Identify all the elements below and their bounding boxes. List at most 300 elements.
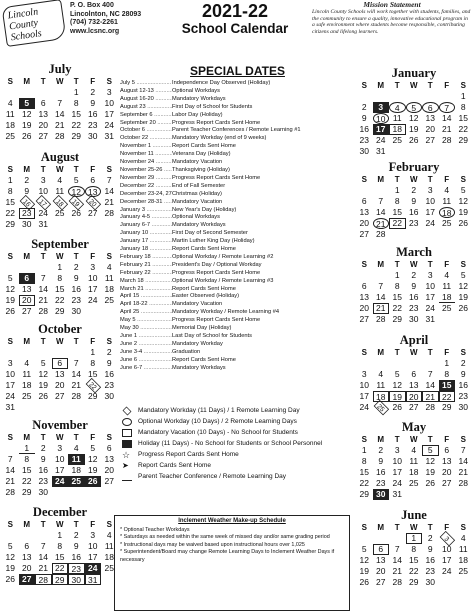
day-cell: 18 — [458, 555, 468, 565]
special-date-row — [120, 167, 350, 175]
day-cell: 30 — [71, 306, 81, 316]
week-row — [356, 281, 472, 292]
day-cell: 10 — [38, 186, 48, 196]
day-cell: 8 — [57, 541, 63, 551]
star-legend-icon: ☆ — [122, 449, 131, 460]
special-event: End of Fall Semester — [172, 182, 226, 189]
weekday-label: T — [427, 435, 433, 444]
weekday-label: T — [40, 77, 46, 86]
month-name: April — [399, 333, 429, 347]
day-cell: 15 — [359, 467, 369, 477]
day-cell: 1 — [57, 530, 63, 540]
day-cell: 13 — [38, 109, 48, 119]
day-cell: 11 — [104, 541, 114, 551]
weekday-label: M — [377, 435, 385, 444]
contact-line: Lincolnton, NC 28093 — [70, 10, 142, 18]
day-cell: 22 — [439, 391, 456, 402]
special-date-row — [120, 112, 350, 120]
day-cell: 22 — [359, 478, 369, 488]
day-cell — [439, 146, 456, 157]
day-cell: 8 — [7, 186, 13, 196]
day-cell — [35, 530, 52, 541]
day-cell: 9 — [73, 541, 79, 551]
day-cell: 24 — [85, 563, 102, 574]
legend-item — [120, 471, 350, 482]
month-name: May — [401, 420, 427, 434]
und-legend-icon — [122, 473, 132, 481]
day-cell: 7 — [73, 358, 79, 368]
day-cell: 1 — [460, 91, 466, 101]
weekday-label: T — [73, 77, 79, 86]
week-row — [2, 454, 118, 465]
week-row — [356, 124, 472, 135]
weekday-label: T — [394, 523, 400, 532]
week-row — [356, 391, 472, 402]
week-row — [356, 369, 472, 380]
day-cell: 23 — [88, 120, 98, 130]
day-cell: 19 — [22, 120, 32, 130]
day-cell: 25 — [5, 131, 15, 141]
day-cell: 9 — [40, 454, 46, 464]
special-date-row — [120, 270, 350, 278]
weekday-header — [356, 174, 472, 185]
day-cell: 13 — [359, 292, 369, 302]
special-date-row — [120, 127, 350, 135]
day-cell — [356, 185, 373, 196]
day-cell: 13 — [442, 456, 452, 466]
day-cell: 29 — [52, 574, 69, 585]
day-cell: 17 — [373, 124, 390, 135]
day-cell — [455, 314, 472, 325]
day-cell — [101, 487, 118, 498]
weather-item: * Saturdays as needed within the same week of missed day and/or same grading period — [120, 534, 330, 541]
month-nov — [2, 418, 118, 498]
legend-item — [120, 438, 350, 449]
weekday-header — [2, 519, 118, 530]
day-cell: 26 — [85, 476, 102, 487]
day-cell: 7 — [394, 544, 400, 554]
weekday-label: F — [90, 337, 96, 346]
month-name: January — [391, 66, 437, 80]
special-date-row — [120, 333, 350, 341]
weekday-header — [2, 432, 118, 443]
day-cell: 11 — [68, 454, 85, 465]
special-event: Labor Day (Holiday) — [172, 111, 223, 118]
special-date: December 22 ..... — [120, 183, 172, 191]
day-cell — [35, 262, 52, 273]
day-cell — [2, 262, 19, 273]
week-row — [356, 229, 472, 240]
weekday-label: M — [377, 175, 385, 184]
day-cell: 4 — [24, 358, 30, 368]
weekday-label: F — [444, 81, 450, 90]
weekday-label: F — [444, 348, 450, 357]
special-event: Parent Teacher Conferences / Remote Learning #1 — [172, 127, 301, 134]
day-cell: 27 — [22, 306, 32, 316]
day-cell: 8 — [394, 196, 400, 206]
day-cell: 30 — [373, 489, 390, 500]
special-date-row — [120, 317, 350, 325]
day-cell: 19 — [5, 295, 15, 305]
dia-legend-icon — [123, 406, 132, 415]
day-cell: 30 — [38, 487, 48, 497]
special-date: September 6 ..... — [120, 112, 172, 120]
day-cell: 10 — [88, 273, 98, 283]
day-cell: 29 — [22, 487, 32, 497]
day-cell: 21 — [55, 120, 65, 130]
weekday-label: T — [40, 520, 46, 529]
week-row — [2, 87, 118, 98]
day-cell: 22 — [389, 218, 406, 229]
day-cell: 26 — [5, 574, 15, 584]
special-date: October 22 ..... — [120, 135, 172, 143]
special-event: Mandatory Workdays — [172, 95, 226, 102]
weekday-label: S — [106, 337, 112, 346]
blk-legend-icon — [122, 440, 132, 448]
special-date-row — [120, 151, 350, 159]
month-feb — [356, 160, 472, 240]
day-cell: 21 — [373, 218, 390, 229]
contact-line: P. O. Box 400 — [70, 2, 114, 9]
day-cell: 27 — [104, 476, 114, 486]
day-cell: 23 — [68, 563, 85, 574]
weekday-label: M — [23, 77, 31, 86]
day-cell: 7 — [40, 273, 46, 283]
weekday-label: S — [361, 435, 367, 444]
week-row — [2, 131, 118, 142]
day-cell: 29 — [392, 314, 402, 324]
special-date-row — [120, 262, 350, 270]
weather-item: * Instructional days may be waived based upon instructional hours over 1,025 — [120, 541, 305, 548]
day-cell: 15 — [55, 552, 65, 562]
day-cell — [101, 306, 118, 317]
week-row — [2, 109, 118, 120]
day-cell — [455, 489, 472, 500]
special-date-row — [120, 80, 350, 88]
contact-line: www.lcsnc.org — [70, 27, 120, 35]
day-cell — [52, 219, 69, 230]
day-cell: 15 — [392, 207, 402, 217]
day-cell: 31 — [392, 489, 402, 499]
day-cell: 1 — [394, 185, 400, 195]
day-cell: 12 — [22, 109, 32, 119]
day-cell: 20 — [359, 218, 369, 228]
day-cell: 16 — [104, 369, 114, 379]
day-cell: 30 — [88, 131, 98, 141]
day-cell: 22 — [409, 566, 419, 576]
weekday-label: W — [55, 77, 64, 86]
sq-legend-icon — [122, 429, 132, 437]
week-row — [2, 262, 118, 273]
day-cell: 18 — [409, 467, 419, 477]
week-row — [356, 358, 472, 369]
day-cell: 15 — [5, 197, 15, 207]
week-row — [2, 208, 118, 219]
weekday-label: S — [460, 435, 466, 444]
day-cell: 16 — [376, 467, 386, 477]
weather-title: Inclement Weather Make-up Schedule — [178, 518, 286, 524]
weekday-label: T — [40, 433, 46, 442]
day-cell: 29 — [55, 306, 65, 316]
day-cell: 3 — [361, 369, 367, 379]
day-cell: 9 — [90, 98, 96, 108]
week-row — [356, 91, 472, 102]
day-cell — [389, 533, 406, 544]
weekday-label: T — [73, 252, 79, 261]
day-cell — [2, 347, 19, 358]
special-event: Graduation — [172, 348, 201, 355]
weekday-label: S — [460, 175, 466, 184]
special-date: June 1 ..... — [120, 333, 172, 341]
special-date-row — [120, 254, 350, 262]
day-cell: 16 — [409, 292, 419, 302]
day-cell: 28 — [35, 574, 52, 585]
week-row — [356, 445, 472, 456]
day-cell: 24 — [442, 566, 452, 576]
day-cell — [373, 358, 390, 369]
day-cell: 20 — [425, 124, 435, 134]
special-event: Easter Observed (Holiday) — [172, 293, 240, 300]
day-cell: 21 — [104, 197, 114, 207]
weekday-label: T — [394, 260, 400, 269]
day-cell: 13 — [55, 369, 65, 379]
weekday-header — [356, 347, 472, 358]
day-cell: 8 — [444, 369, 450, 379]
day-cell: 12 — [88, 454, 98, 464]
day-cell: 12 — [409, 113, 419, 123]
special-event: Mandatory Workdays — [172, 222, 226, 229]
weekday-label: F — [90, 252, 96, 261]
weekday-label: T — [427, 348, 433, 357]
day-cell: 18 — [5, 120, 15, 130]
special-date-row — [120, 191, 350, 199]
day-cell: 15 — [88, 369, 98, 379]
day-cell: 7 — [439, 102, 456, 113]
special-date: August 16-20 ..... — [120, 96, 172, 104]
day-cell: 14 — [55, 109, 65, 119]
day-cell: 12 — [38, 369, 48, 379]
day-cell: 24 — [52, 476, 69, 487]
day-cell: 25 — [392, 135, 402, 145]
day-cell: 9 — [106, 358, 112, 368]
special-date-row — [120, 143, 350, 151]
day-cell — [389, 358, 406, 369]
week-row — [356, 196, 472, 207]
month-oct — [2, 322, 118, 413]
day-cell: 5 — [361, 544, 367, 554]
weekday-label: W — [55, 520, 64, 529]
day-cell: 16 — [71, 552, 81, 562]
month-mar — [356, 245, 472, 325]
special-dates-list — [120, 80, 350, 373]
day-cell: 2 — [411, 270, 417, 280]
special-event: Mandatory Vacation — [172, 301, 223, 308]
week-row — [2, 574, 118, 585]
weekday-label: T — [427, 260, 433, 269]
special-event: Report Cards Sent Home — [172, 143, 236, 150]
day-cell: 19 — [458, 207, 468, 217]
weekday-label: M — [23, 520, 31, 529]
weekday-label: T — [427, 523, 433, 532]
day-cell: 24 — [359, 402, 369, 412]
day-cell — [455, 229, 472, 240]
day-cell — [85, 306, 102, 317]
month-apr — [356, 333, 472, 413]
day-cell: 2 — [411, 185, 417, 195]
day-cell: 3 — [57, 443, 63, 453]
special-date-row — [120, 349, 350, 357]
day-cell: 29 — [5, 219, 15, 229]
special-date: August 12-13 ..... — [120, 88, 172, 96]
day-cell: 22 — [52, 563, 69, 574]
special-event: First Day of School for Students — [172, 103, 253, 110]
day-cell: 10 — [425, 196, 435, 206]
day-cell: 18 — [389, 124, 406, 135]
day-cell: 14 — [5, 465, 15, 475]
day-cell: 14 — [458, 456, 468, 466]
day-cell: 5 — [73, 175, 79, 185]
legend-label: Progress Report Cards Sent Home — [138, 451, 239, 458]
week-row — [356, 380, 472, 391]
legend — [120, 405, 350, 482]
day-cell: 11 — [442, 196, 452, 206]
day-cell: 5 — [422, 445, 439, 456]
day-cell: 19 — [359, 566, 369, 576]
day-cell: 11 — [376, 380, 386, 390]
day-cell: 10 — [5, 369, 15, 379]
day-cell: 4 — [389, 102, 406, 113]
special-date: January 6-7 ..... — [120, 222, 172, 230]
day-cell: 19 — [389, 391, 406, 402]
day-cell: 28 — [5, 487, 15, 497]
month-dec — [2, 505, 118, 585]
day-cell — [439, 577, 456, 588]
special-date: August 23 ..... — [120, 104, 172, 112]
day-cell: 28 — [55, 131, 65, 141]
week-row — [356, 555, 472, 566]
day-cell — [422, 229, 439, 240]
day-cell: 6 — [361, 281, 367, 291]
day-cell: 4 — [411, 445, 417, 455]
special-date: November 24 ..... — [120, 159, 172, 167]
day-cell: 25 — [442, 218, 452, 228]
day-cell: 24 — [104, 120, 114, 130]
special-date-row — [120, 222, 350, 230]
day-cell: 15 — [22, 465, 32, 475]
contact-block — [70, 2, 160, 36]
weekday-header — [356, 434, 472, 445]
month-name: December — [32, 505, 88, 519]
day-cell: 8 — [411, 544, 417, 554]
day-cell: 20 — [406, 391, 423, 402]
day-cell: 26 — [71, 208, 81, 218]
day-cell: 3 — [40, 175, 46, 185]
day-cell: 13 — [22, 552, 32, 562]
weekday-label: T — [73, 165, 79, 174]
special-event: First Day of Second Semester — [172, 230, 248, 237]
day-cell: 23 — [19, 208, 36, 219]
day-cell: 4 — [7, 98, 13, 108]
weekday-label: F — [444, 523, 450, 532]
legend-label: Holiday (11 Days) - No School for Students or School Personnel — [138, 440, 323, 447]
day-cell — [422, 91, 439, 102]
day-cell: 26 — [458, 218, 468, 228]
day-cell — [389, 146, 406, 157]
special-event: Mandatory Workday / Remote Learning #4 — [172, 309, 280, 316]
week-row — [2, 563, 118, 574]
special-event: Progress Report Cards Sent Home — [172, 119, 261, 126]
weekday-label: M — [377, 260, 385, 269]
day-cell: 29 — [88, 391, 98, 401]
day-cell: 25 — [104, 563, 114, 573]
contact-line: (704) 732-2261 — [70, 19, 118, 26]
weekday-label: S — [460, 260, 466, 269]
day-cell: 17 — [5, 380, 15, 390]
day-cell — [35, 347, 52, 358]
day-cell: 14 — [376, 292, 386, 302]
day-cell: 23 — [38, 476, 48, 486]
day-cell: 28 — [376, 229, 386, 239]
week-row — [2, 273, 118, 284]
day-cell: 17 — [359, 391, 369, 401]
day-cell: 12 — [359, 555, 369, 565]
day-cell: 18 — [104, 284, 114, 294]
mission-statement — [312, 2, 472, 35]
week-row — [356, 456, 472, 467]
week-row — [2, 541, 118, 552]
day-cell: 31 — [104, 131, 114, 141]
day-cell: 16 — [409, 207, 419, 217]
day-cell — [19, 347, 36, 358]
weekday-label: S — [7, 77, 13, 86]
weekday-label: F — [90, 520, 96, 529]
week-row — [356, 489, 472, 500]
day-cell: 15 — [71, 109, 81, 119]
day-cell: 18 — [439, 207, 456, 218]
special-date: January 4-5 ..... — [120, 214, 172, 222]
special-date-row — [120, 230, 350, 238]
day-cell: 24 — [88, 295, 98, 305]
weekday-label: W — [55, 337, 64, 346]
day-cell: 12 — [5, 284, 15, 294]
weekday-label: S — [361, 175, 367, 184]
special-event: Martin Luther King Day (Holiday) — [172, 238, 255, 245]
weekday-label: S — [7, 252, 13, 261]
special-dates-title: SPECIAL DATES — [190, 64, 285, 78]
week-row — [356, 402, 472, 413]
day-cell: 17 — [442, 555, 452, 565]
day-cell: 18 — [52, 195, 67, 210]
day-cell: 2 — [73, 262, 79, 272]
day-cell: 13 — [425, 113, 435, 123]
month-name: November — [32, 418, 88, 432]
weekday-label: T — [73, 433, 79, 442]
day-cell — [373, 91, 390, 102]
week-row — [2, 358, 118, 369]
day-cell: 20 — [442, 467, 452, 477]
day-cell: 30 — [359, 146, 369, 156]
day-cell: 20 — [104, 465, 114, 475]
day-cell: 2 — [106, 347, 112, 357]
day-cell: 14 — [442, 113, 452, 123]
special-date: May 5 ..... — [120, 317, 172, 325]
weekday-label: M — [377, 81, 385, 90]
day-cell: 18 — [439, 292, 456, 303]
day-cell: 21 — [5, 476, 15, 486]
special-event: Report Cards Sent Home — [172, 356, 236, 363]
district-logo: Lincoln County Schools — [2, 0, 67, 47]
weather-item: * Optional Teacher Workdays — [120, 527, 190, 533]
